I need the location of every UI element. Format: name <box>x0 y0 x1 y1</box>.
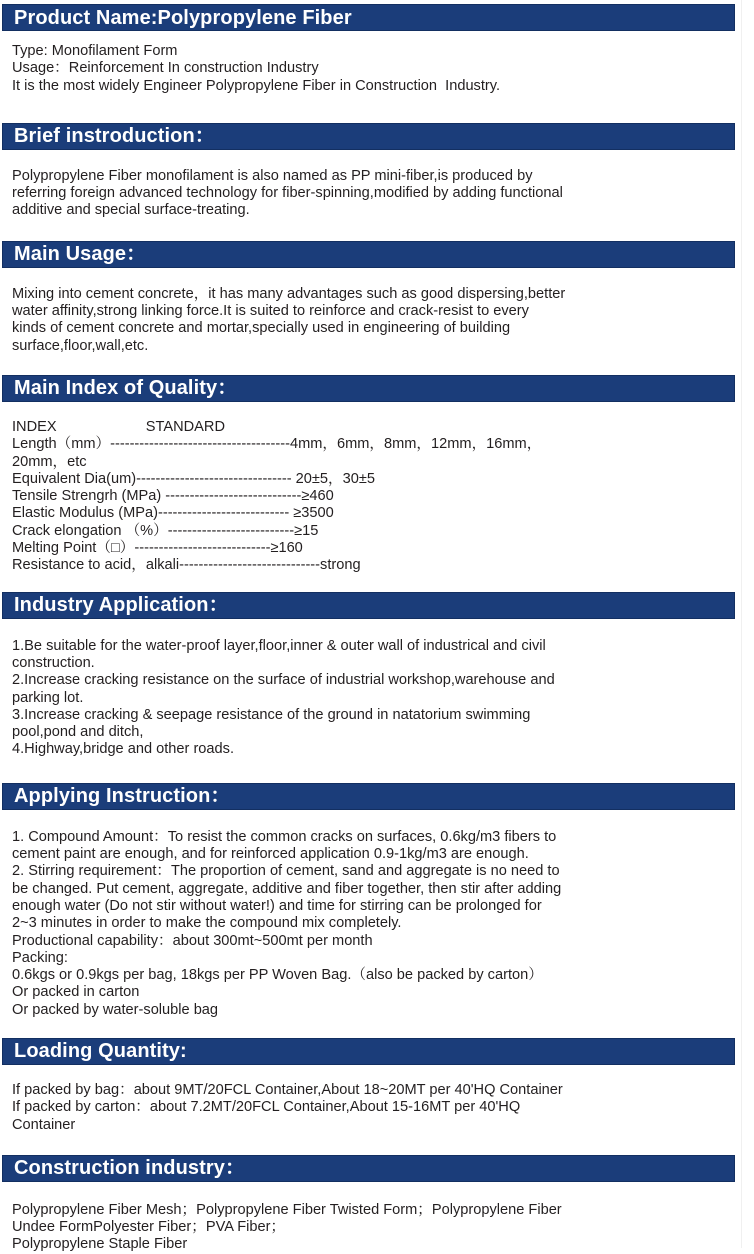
body-line: be changed. Put cement, aggregate, additive and fiber together, then stir after adding <box>12 880 562 897</box>
body-line: pool,pond and ditch, <box>12 724 144 741</box>
body-line: It is the most widely Engineer Polypropylene Fiber in Construction Industry. <box>12 77 501 94</box>
body-line: Polypropylene Fiber monofilament is also named as PP mini-fiber,is produced by <box>12 167 533 184</box>
section-body-brief-introduction <box>0 150 754 220</box>
section-construction-industry <box>0 1134 754 1254</box>
body-line: water affinity,strong linking force.It is suited to reinforce and crack-resist to every <box>12 303 529 320</box>
section-product-name <box>0 0 754 95</box>
section-header-applying-instruction <box>2 783 735 810</box>
section-body-main-usage <box>0 268 754 355</box>
section-header-construction-industry <box>2 1155 735 1182</box>
body-line: 1. Compound Amount：To resist the common cracks on surfaces, 0.6kg/m3 fibers to <box>12 828 557 845</box>
body-line: 4.Highway,bridge and other roads. <box>12 741 235 758</box>
body-line: 3.Increase cracking & seepage resistance of the ground in natatorium swimming <box>12 706 531 723</box>
body-line: Or packed in carton <box>12 984 140 1001</box>
section-body-industry-application <box>0 619 754 759</box>
body-line: construction. <box>12 654 95 671</box>
section-header-loading-quantity <box>2 1038 735 1065</box>
section-header-industry-application <box>2 592 735 619</box>
section-body-main-index-of-quality <box>0 402 754 575</box>
spec-row: Tensile Strengrh (MPa) ----------------------------≥460 <box>12 488 334 505</box>
body-line: 0.6kgs or 0.9kgs per bag, 18kgs per PP Woven Bag.（also be packed by carton） <box>12 967 543 984</box>
section-header-brief-introduction <box>2 123 735 150</box>
spec-row: Length（mm）-------------------------------------4mm，6mm，8mm，12mm，16mm， <box>12 436 542 453</box>
section-loading-quantity <box>0 1019 754 1134</box>
body-line: If packed by bag：about 9MT/20FCL Container,About 18~20MT per 40'HQ Container <box>12 1081 563 1098</box>
body-line: Usage：Reinforcement In construction Industry <box>12 60 319 77</box>
section-body-applying-instruction <box>0 810 754 1019</box>
section-body-product-name <box>0 31 754 95</box>
section-main-index-of-quality <box>0 355 754 575</box>
body-line: kinds of cement concrete and mortar,specially used in engineering of building <box>12 320 511 337</box>
section-header-label: Main Usage： <box>14 243 147 266</box>
spec-row: Melting Point（□）----------------------------≥160 <box>12 540 303 557</box>
body-line: 2. Stirring requirement：The proportion of cement, sand and aggregate is no need to <box>12 863 560 880</box>
body-line: cement paint are enough, and for reinforced application 0.9-1kg/m3 are enough. <box>12 846 529 863</box>
section-header-label: Product Name:Polypropylene Fiber <box>14 6 352 29</box>
spec-row: Equivalent Dia(um)-------------------------------- 20±5，30±5 <box>12 470 375 487</box>
section-body-construction-industry <box>0 1182 754 1254</box>
body-line: surface,floor,wall,etc. <box>12 337 149 354</box>
body-line: Type: Monofilament Form <box>12 43 178 59</box>
body-line: 2.Increase cracking resistance on the surface of industrial workshop,warehouse and <box>12 672 555 689</box>
section-header-label: Loading Quantity: <box>14 1040 187 1063</box>
section-header-product-name <box>2 4 735 31</box>
section-body-loading-quantity <box>0 1065 754 1134</box>
body-line: referring foreign advanced technology for fiber-spinning,modified by adding functional <box>12 185 563 202</box>
section-applying-instruction <box>0 759 754 1019</box>
body-line: parking lot. <box>12 689 84 706</box>
section-header-label: Construction industry： <box>14 1157 246 1180</box>
body-line: Container <box>12 1116 76 1133</box>
section-header-main-index-of-quality <box>2 375 735 402</box>
section-header-label: Applying Instruction： <box>14 785 231 808</box>
spec-row: Crack elongation （%）--------------------------≥15 <box>12 522 319 539</box>
body-line: enough water (Do not stir without water!) and time for stirring can be prolonged for <box>12 897 542 914</box>
section-header-label: Brief instroduction： <box>14 125 215 148</box>
spec-column-headers: INDEX STANDARD <box>12 418 225 435</box>
section-main-usage <box>0 220 754 355</box>
body-line: If packed by carton：about 7.2MT/20FCL Container,About 15-16MT per 40'HQ <box>12 1099 521 1116</box>
body-line: 2~3 minutes in order to make the compound mix completely. <box>12 915 402 932</box>
body-line: Mixing into cement concrete，it has many advantages such as good dispersing,better <box>12 285 566 302</box>
body-line: Or packed by water-soluble bag <box>12 1001 219 1018</box>
section-header-main-usage <box>2 241 735 268</box>
body-line: additive and special surface-treating. <box>12 202 250 219</box>
body-line: Productional capability：about 300mt~500mt per month <box>12 932 373 949</box>
body-line: Undee FormPolyester Fiber；PVA Fiber； <box>12 1219 286 1236</box>
section-header-label: Industry Application： <box>14 594 229 617</box>
section-header-label: Main Index of Quality： <box>14 377 238 400</box>
spec-row: Resistance to acid，alkali-----------------------------strong <box>12 557 361 574</box>
section-brief-introduction <box>0 95 754 220</box>
body-line: Packing: <box>12 949 68 966</box>
spec-row: Elastic Modulus (MPa)--------------------------- ≥3500 <box>12 505 334 522</box>
spec-row: 20mm，etc <box>12 453 87 470</box>
body-line: Polypropylene Staple Fiber <box>12 1236 188 1253</box>
section-industry-application <box>0 575 754 759</box>
body-line: Polypropylene Fiber Mesh；Polypropylene Fiber Twisted Form；Polypropylene Fiber <box>12 1201 562 1218</box>
body-line: 1.Be suitable for the water-proof layer,floor,inner & outer wall of industrical and civil <box>12 637 546 654</box>
